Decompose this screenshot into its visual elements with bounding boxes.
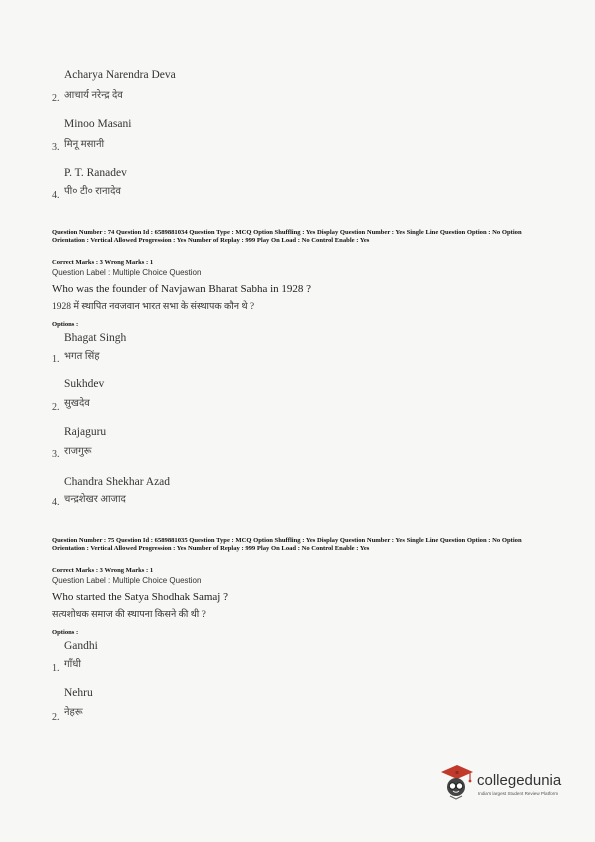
option-english: Gandhi [64, 640, 98, 652]
option-number: 4. [52, 497, 60, 508]
logo-wordmark: collegedunia [477, 772, 562, 789]
option-number: 3. [52, 449, 60, 460]
question-label: Question Label : Multiple Choice Question [52, 268, 202, 277]
option-number: 2. [52, 93, 60, 104]
option-hindi: आचार्य नरेन्द्र देव [64, 90, 123, 101]
option-hindi: गाँधी [64, 659, 81, 670]
option-number: 2. [52, 402, 60, 413]
option-hindi: राजगुरू [64, 446, 92, 457]
option-number: 2. [52, 712, 60, 723]
options-label: Options : [52, 321, 79, 328]
question-marks: Correct Marks : 3 Wrong Marks : 1 [52, 259, 154, 266]
options-label: Options : [52, 629, 79, 636]
question-text-hindi: सत्यशोधक समाज की स्थापना किसने की थी ? [52, 610, 206, 620]
question-marks: Correct Marks : 3 Wrong Marks : 1 [52, 567, 154, 574]
option-english: Bhagat Singh [64, 332, 127, 344]
option-hindi: भगत सिंह [64, 351, 100, 362]
mascot-icon [437, 763, 477, 801]
option-english: Sukhdev [64, 378, 105, 390]
option-hindi: मिनू मसानी [64, 139, 105, 150]
option-number: 4. [52, 190, 60, 201]
collegedunia-logo [437, 763, 577, 803]
question-meta: Question Number : 74 Question Id : 6589881034 Question Type : MCQ Option Shuffling : Yes Display Question Number : Yes Single Line Question Option : No Option Orientation : Vertical Allowed Progression : Yes Number of Replay : 999 Play On Load : No Control Enable : Yes [52, 229, 522, 244]
option-english: Nehru [64, 687, 93, 699]
option-english: P. T. Ranadev [64, 167, 127, 179]
option-hindi: नेहरू [64, 707, 83, 718]
option-english: Rajaguru [64, 426, 107, 438]
question-label: Question Label : Multiple Choice Question [52, 576, 202, 585]
question-text-english: Who was the founder of Navjawan Bharat Sabha in 1928 ? [52, 283, 312, 295]
option-number: 3. [52, 142, 60, 153]
option-hindi: सुखदेव [64, 398, 90, 409]
question-text-english: Who started the Satya Shodhak Samaj ? [52, 591, 228, 603]
option-english: Chandra Shekhar Azad [64, 476, 171, 488]
question-text-hindi: 1928 में स्थापित नवजवान भारत सभा के संस्थापक कौन थे ? [52, 302, 255, 312]
logo-tagline: India's largest Student Review Platform [478, 791, 559, 796]
option-hindi: चन्द्रशेखर आजाद [64, 494, 126, 505]
option-hindi: पी० टी० रानादेव [64, 186, 121, 197]
question-meta: Question Number : 75 Question Id : 6589881035 Question Type : MCQ Option Shuffling : Yes Display Question Number : Yes Single Line Question Option : No Option Orientation : Vertical Allowed Progression : Yes Number of Replay : 999 Play On Load : No Control Enable : Yes [52, 537, 522, 552]
option-number: 1. [52, 663, 60, 674]
option-english: Acharya Narendra Deva [64, 69, 176, 81]
option-number: 1. [52, 354, 60, 365]
option-english: Minoo Masani [64, 118, 132, 130]
